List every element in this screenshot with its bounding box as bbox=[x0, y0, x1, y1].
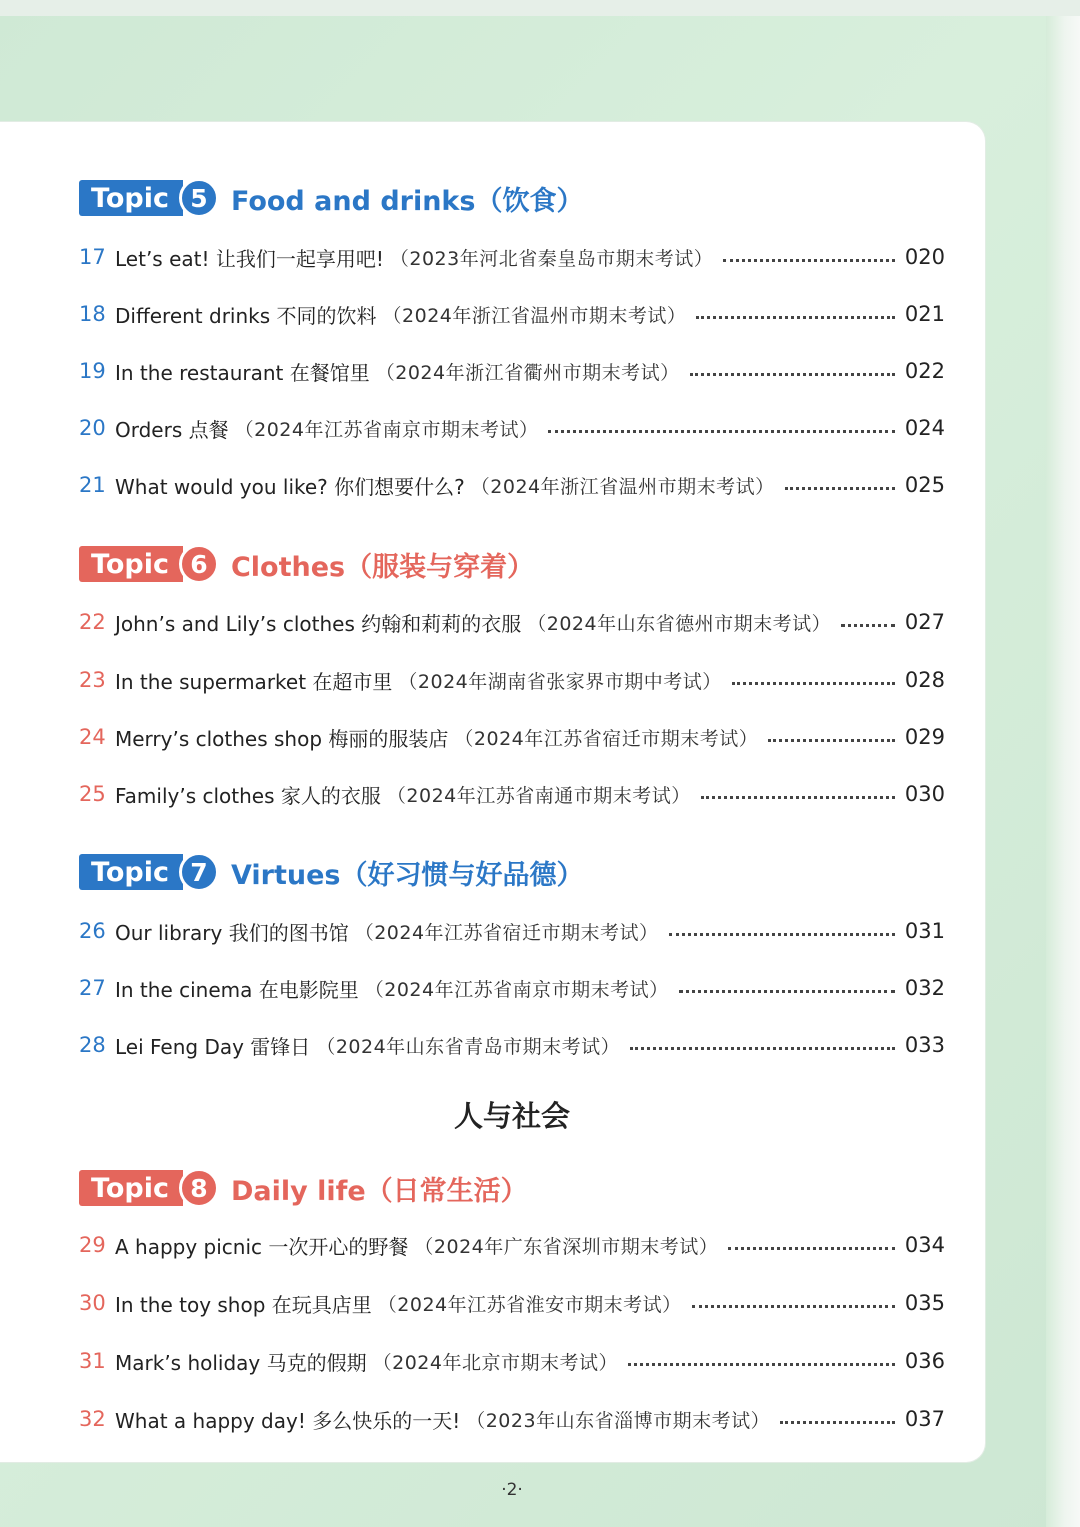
dot-leader bbox=[723, 257, 895, 262]
entry-number: 21 bbox=[79, 473, 106, 497]
entry-title: John’s and Lily’s clothes 约翰和莉莉的衣服 bbox=[115, 611, 522, 636]
entry-source: （2024年江苏省淮安市期末考试） bbox=[377, 1293, 682, 1316]
entry-source: （2024年广东省深圳市期末考试） bbox=[414, 1235, 719, 1258]
entry-title: Our library 我们的图书馆 bbox=[115, 920, 349, 945]
entry-title: What would you like? 你们想要什么? bbox=[115, 474, 465, 499]
toc-entry[interactable] bbox=[79, 1288, 945, 1318]
dot-leader bbox=[690, 371, 895, 376]
dot-leader bbox=[630, 1045, 895, 1050]
topic-number: 8 bbox=[179, 1168, 219, 1208]
entry-title: Family’s clothes 家人的衣服 bbox=[115, 783, 381, 808]
entry-page: 028 bbox=[904, 668, 945, 692]
topic-number: 5 bbox=[179, 178, 219, 218]
page-number: ·2· bbox=[501, 1480, 523, 1500]
dot-leader bbox=[692, 1303, 895, 1308]
entry-number: 17 bbox=[79, 245, 106, 269]
toc-entry[interactable] bbox=[79, 356, 945, 386]
toc-entry[interactable] bbox=[79, 973, 945, 1003]
topic-8-header bbox=[79, 1167, 528, 1209]
entry-title: In the cinema 在电影院里 bbox=[115, 977, 359, 1002]
entry-title: Different drinks 不同的饮料 bbox=[115, 303, 377, 328]
dot-leader bbox=[780, 1419, 895, 1424]
dot-leader bbox=[696, 314, 895, 319]
toc-entry[interactable] bbox=[79, 916, 945, 946]
entry-number: 19 bbox=[79, 359, 106, 383]
entry-page: 021 bbox=[904, 302, 945, 326]
entry-source: （2024年江苏省宿迁市期末考试） bbox=[454, 727, 759, 750]
topic-badge: Topic bbox=[79, 180, 183, 216]
page-top-edge bbox=[0, 0, 1080, 16]
entry-page: 024 bbox=[904, 416, 945, 440]
entry-page: 020 bbox=[904, 245, 945, 269]
toc-entry[interactable] bbox=[79, 242, 945, 272]
topic-badge: Topic bbox=[79, 1170, 183, 1206]
entry-page: 036 bbox=[904, 1349, 945, 1373]
toc-entry[interactable] bbox=[79, 722, 945, 752]
toc-entry[interactable] bbox=[79, 665, 945, 695]
entry-title: In the toy shop 在玩具店里 bbox=[115, 1292, 372, 1317]
topic-title: Food and drinks（饮食） bbox=[230, 185, 584, 217]
topic-title: Daily life（日常生活） bbox=[230, 1175, 528, 1207]
entry-source: （2024年湖南省张家界市期中考试） bbox=[398, 670, 722, 693]
page-right-edge bbox=[1046, 16, 1080, 1527]
entry-number: 29 bbox=[79, 1233, 106, 1257]
toc-entry[interactable] bbox=[79, 1404, 945, 1434]
dot-leader bbox=[732, 680, 895, 685]
toc-entry[interactable] bbox=[79, 413, 945, 443]
entry-number: 22 bbox=[79, 610, 106, 634]
entry-number: 18 bbox=[79, 302, 106, 326]
entry-number: 20 bbox=[79, 416, 106, 440]
dot-leader bbox=[669, 931, 895, 936]
entry-title: A happy picnic 一次开心的野餐 bbox=[115, 1234, 409, 1259]
toc-entry[interactable] bbox=[79, 1230, 945, 1260]
topic-number: 7 bbox=[179, 852, 219, 892]
entry-page: 034 bbox=[904, 1233, 945, 1257]
entry-source: （2024年江苏省南京市期末考试） bbox=[234, 418, 539, 441]
entry-number: 23 bbox=[79, 668, 106, 692]
entry-title: Let’s eat! 让我们一起享用吧! bbox=[115, 246, 384, 271]
dot-leader bbox=[628, 1361, 895, 1366]
toc-entry[interactable] bbox=[79, 299, 945, 329]
dot-leader bbox=[841, 622, 895, 627]
entry-title: What a happy day! 多么快乐的一天! bbox=[115, 1408, 461, 1433]
dot-leader bbox=[728, 1245, 895, 1250]
entry-page: 029 bbox=[904, 725, 945, 749]
topic-5-header bbox=[79, 177, 583, 219]
entry-title: In the restaurant 在餐馆里 bbox=[115, 360, 370, 385]
topic-number: 6 bbox=[179, 544, 219, 584]
entry-number: 25 bbox=[79, 782, 106, 806]
dot-leader bbox=[548, 428, 894, 433]
dot-leader bbox=[701, 794, 895, 799]
topic-7-header bbox=[79, 851, 583, 893]
entry-page: 032 bbox=[904, 976, 945, 1000]
toc-entry[interactable] bbox=[79, 470, 945, 500]
topic-title: Virtues（好习惯与好品德） bbox=[230, 859, 584, 891]
entry-page: 033 bbox=[904, 1033, 945, 1057]
entry-title: In the supermarket 在超市里 bbox=[115, 669, 393, 694]
entry-number: 31 bbox=[79, 1349, 106, 1373]
entry-number: 28 bbox=[79, 1033, 106, 1057]
entry-source: （2024年浙江省温州市期末考试） bbox=[382, 304, 687, 327]
dot-leader bbox=[785, 485, 895, 490]
entry-source: （2024年浙江省衢州市期末考试） bbox=[375, 361, 680, 384]
entry-number: 24 bbox=[79, 725, 106, 749]
entry-source: （2024年山东省德州市期末考试） bbox=[527, 612, 832, 635]
entry-source: （2024年江苏省南通市期末考试） bbox=[386, 784, 691, 807]
dot-leader bbox=[679, 988, 895, 993]
entry-title: Merry’s clothes shop 梅丽的服装店 bbox=[115, 726, 449, 751]
topic-6-header bbox=[79, 543, 534, 585]
entry-title: Orders 点餐 bbox=[115, 417, 229, 442]
toc-entry[interactable] bbox=[79, 1030, 945, 1060]
entry-source: （2024年江苏省宿迁市期末考试） bbox=[354, 921, 659, 944]
entry-number: 26 bbox=[79, 919, 106, 943]
topic-title: Clothes（服装与穿着） bbox=[230, 551, 535, 583]
entry-source: （2023年山东省淄博市期末考试） bbox=[466, 1409, 771, 1432]
entry-number: 30 bbox=[79, 1291, 106, 1315]
entry-page: 025 bbox=[904, 473, 945, 497]
entry-source: （2024年北京市期末考试） bbox=[372, 1351, 618, 1374]
entry-title: Lei Feng Day 雷锋日 bbox=[115, 1034, 311, 1059]
topic-badge: Topic bbox=[79, 854, 183, 890]
entry-page: 037 bbox=[904, 1407, 945, 1431]
entry-source: （2024年浙江省温州市期末考试） bbox=[470, 475, 775, 498]
section-heading: 人与社会 bbox=[453, 1099, 570, 1133]
topic-badge: Topic bbox=[79, 546, 183, 582]
entry-page: 031 bbox=[904, 919, 945, 943]
toc-entry[interactable] bbox=[79, 1346, 945, 1376]
toc-entry[interactable] bbox=[79, 607, 945, 637]
toc-entry[interactable] bbox=[79, 779, 945, 809]
entry-number: 27 bbox=[79, 976, 106, 1000]
entry-number: 32 bbox=[79, 1407, 106, 1431]
entry-page: 027 bbox=[904, 610, 945, 634]
entry-title: Mark’s holiday 马克的假期 bbox=[115, 1350, 367, 1375]
entry-source: （2023年河北省秦皇岛市期末考试） bbox=[389, 247, 714, 270]
entry-source: （2024年山东省青岛市期末考试） bbox=[316, 1035, 621, 1058]
entry-page: 035 bbox=[904, 1291, 945, 1315]
dot-leader bbox=[768, 737, 895, 742]
entry-source: （2024年江苏省南京市期末考试） bbox=[364, 978, 669, 1001]
entry-page: 030 bbox=[904, 782, 945, 806]
entry-page: 022 bbox=[904, 359, 945, 383]
